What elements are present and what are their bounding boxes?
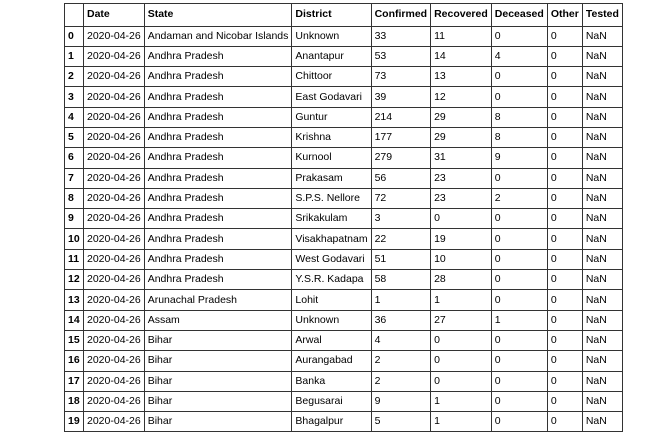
cell-deceased: 0 <box>491 412 547 432</box>
table-row <box>65 188 623 208</box>
column-header-date: Date <box>84 4 145 27</box>
cell-tested: NaN <box>582 188 622 208</box>
cell-date: 2020-04-26 <box>84 46 145 66</box>
cell-tested: NaN <box>582 371 622 391</box>
table-row <box>65 412 623 432</box>
cell-state: Bihar <box>144 391 292 411</box>
cell-confirmed: 53 <box>371 46 431 66</box>
cell-tested: NaN <box>582 351 622 371</box>
cell-recovered: 23 <box>431 188 492 208</box>
cell-district: Visakhapatnam <box>292 229 371 249</box>
cell-district: Lohit <box>292 290 371 310</box>
table-row <box>65 168 623 188</box>
cell-district: Bhagalpur <box>292 412 371 432</box>
cell-date: 2020-04-26 <box>84 209 145 229</box>
cell-tested: NaN <box>582 310 622 330</box>
cell-date: 2020-04-26 <box>84 148 145 168</box>
table-row <box>65 330 623 350</box>
cell-district: Chittoor <box>292 67 371 87</box>
cell-confirmed: 51 <box>371 249 431 269</box>
table-row <box>65 229 623 249</box>
cell-district: Unknown <box>292 26 371 46</box>
cell-date: 2020-04-26 <box>84 310 145 330</box>
cell-state: Bihar <box>144 412 292 432</box>
cell-recovered: 0 <box>431 371 492 391</box>
cell-tested: NaN <box>582 127 622 147</box>
column-header-deceased: Deceased <box>491 4 547 27</box>
cell-recovered: 28 <box>431 270 492 290</box>
cell-tested: NaN <box>582 148 622 168</box>
cell-district: Prakasam <box>292 168 371 188</box>
cell-date: 2020-04-26 <box>84 67 145 87</box>
cell-state: Andhra Pradesh <box>144 46 292 66</box>
cell-tested: NaN <box>582 46 622 66</box>
cell-recovered: 0 <box>431 330 492 350</box>
table-header <box>65 4 623 27</box>
table-row <box>65 148 623 168</box>
cell-date: 2020-04-26 <box>84 229 145 249</box>
cell-tested: NaN <box>582 26 622 46</box>
cell-deceased: 0 <box>491 87 547 107</box>
cell-deceased: 0 <box>491 290 547 310</box>
cell-district: Unknown <box>292 310 371 330</box>
cell-confirmed: 5 <box>371 412 431 432</box>
table-row <box>65 290 623 310</box>
cell-state: Assam <box>144 310 292 330</box>
cell-tested: NaN <box>582 330 622 350</box>
cell-other: 0 <box>547 107 582 127</box>
cell-other: 0 <box>547 188 582 208</box>
table-row <box>65 67 623 87</box>
cell-date: 2020-04-26 <box>84 371 145 391</box>
cell-confirmed: 39 <box>371 87 431 107</box>
cell-recovered: 27 <box>431 310 492 330</box>
row-index: 10 <box>65 229 84 249</box>
cell-district: Arwal <box>292 330 371 350</box>
column-header-recovered: Recovered <box>431 4 492 27</box>
cell-state: Andhra Pradesh <box>144 87 292 107</box>
cell-state: Andhra Pradesh <box>144 107 292 127</box>
cell-recovered: 13 <box>431 67 492 87</box>
cell-confirmed: 1 <box>371 290 431 310</box>
cell-deceased: 8 <box>491 107 547 127</box>
cell-confirmed: 36 <box>371 310 431 330</box>
cell-date: 2020-04-26 <box>84 412 145 432</box>
row-index: 12 <box>65 270 84 290</box>
row-index: 0 <box>65 26 84 46</box>
cell-recovered: 10 <box>431 249 492 269</box>
cell-district: Banka <box>292 371 371 391</box>
cell-state: Andhra Pradesh <box>144 168 292 188</box>
cell-other: 0 <box>547 371 582 391</box>
header-row <box>65 4 623 27</box>
cell-recovered: 23 <box>431 168 492 188</box>
cell-state: Andhra Pradesh <box>144 270 292 290</box>
cell-district: Begusarai <box>292 391 371 411</box>
cell-confirmed: 73 <box>371 67 431 87</box>
cell-district: Y.S.R. Kadapa <box>292 270 371 290</box>
cell-deceased: 1 <box>491 310 547 330</box>
cell-tested: NaN <box>582 107 622 127</box>
cell-tested: NaN <box>582 229 622 249</box>
cell-district: S.P.S. Nellore <box>292 188 371 208</box>
cell-state: Bihar <box>144 371 292 391</box>
cell-state: Arunachal Pradesh <box>144 290 292 310</box>
cell-other: 0 <box>547 310 582 330</box>
cell-recovered: 12 <box>431 87 492 107</box>
cell-tested: NaN <box>582 290 622 310</box>
cell-recovered: 0 <box>431 351 492 371</box>
cell-other: 0 <box>547 391 582 411</box>
cell-confirmed: 279 <box>371 148 431 168</box>
cell-confirmed: 3 <box>371 209 431 229</box>
cell-state: Andaman and Nicobar Islands <box>144 26 292 46</box>
cell-date: 2020-04-26 <box>84 391 145 411</box>
cell-tested: NaN <box>582 209 622 229</box>
column-header-state: State <box>144 4 292 27</box>
row-index: 18 <box>65 391 84 411</box>
cell-confirmed: 58 <box>371 270 431 290</box>
row-index: 11 <box>65 249 84 269</box>
cell-tested: NaN <box>582 412 622 432</box>
cell-date: 2020-04-26 <box>84 330 145 350</box>
cell-district: Srikakulam <box>292 209 371 229</box>
cell-recovered: 19 <box>431 229 492 249</box>
cell-recovered: 0 <box>431 209 492 229</box>
cell-deceased: 0 <box>491 209 547 229</box>
row-index: 1 <box>65 46 84 66</box>
cell-district: West Godavari <box>292 249 371 269</box>
cell-district: Anantapur <box>292 46 371 66</box>
cell-confirmed: 56 <box>371 168 431 188</box>
cell-tested: NaN <box>582 67 622 87</box>
cell-deceased: 0 <box>491 391 547 411</box>
table-row <box>65 46 623 66</box>
cell-deceased: 9 <box>491 148 547 168</box>
cell-confirmed: 22 <box>371 229 431 249</box>
cell-tested: NaN <box>582 87 622 107</box>
cell-district: Kurnool <box>292 148 371 168</box>
column-header-district: District <box>292 4 371 27</box>
cell-tested: NaN <box>582 249 622 269</box>
cell-confirmed: 2 <box>371 351 431 371</box>
cell-date: 2020-04-26 <box>84 351 145 371</box>
table-row <box>65 249 623 269</box>
cell-date: 2020-04-26 <box>84 87 145 107</box>
cell-deceased: 0 <box>491 371 547 391</box>
table-row <box>65 270 623 290</box>
cell-date: 2020-04-26 <box>84 249 145 269</box>
cell-state: Andhra Pradesh <box>144 209 292 229</box>
table-row <box>65 351 623 371</box>
cell-other: 0 <box>547 209 582 229</box>
cell-recovered: 29 <box>431 107 492 127</box>
row-index: 3 <box>65 87 84 107</box>
cell-recovered: 1 <box>431 391 492 411</box>
cell-deceased: 0 <box>491 330 547 350</box>
cell-confirmed: 72 <box>371 188 431 208</box>
row-index: 14 <box>65 310 84 330</box>
table-row <box>65 209 623 229</box>
cell-deceased: 4 <box>491 46 547 66</box>
table-row <box>65 107 623 127</box>
table-body <box>65 26 623 432</box>
cell-date: 2020-04-26 <box>84 168 145 188</box>
cell-state: Bihar <box>144 351 292 371</box>
table-row <box>65 87 623 107</box>
row-index: 8 <box>65 188 84 208</box>
cell-other: 0 <box>547 412 582 432</box>
cell-confirmed: 4 <box>371 330 431 350</box>
cell-district: Guntur <box>292 107 371 127</box>
cell-other: 0 <box>547 26 582 46</box>
cell-other: 0 <box>547 330 582 350</box>
cell-other: 0 <box>547 168 582 188</box>
column-header-index <box>65 4 84 27</box>
cell-state: Bihar <box>144 330 292 350</box>
cell-date: 2020-04-26 <box>84 188 145 208</box>
cell-deceased: 0 <box>491 229 547 249</box>
cell-other: 0 <box>547 148 582 168</box>
cell-deceased: 2 <box>491 188 547 208</box>
row-index: 5 <box>65 127 84 147</box>
table-row <box>65 371 623 391</box>
cell-state: Andhra Pradesh <box>144 148 292 168</box>
row-index: 16 <box>65 351 84 371</box>
cell-confirmed: 9 <box>371 391 431 411</box>
cell-deceased: 0 <box>491 67 547 87</box>
row-index: 4 <box>65 107 84 127</box>
cell-other: 0 <box>547 270 582 290</box>
cell-other: 0 <box>547 67 582 87</box>
cell-state: Andhra Pradesh <box>144 67 292 87</box>
cell-deceased: 0 <box>491 168 547 188</box>
cell-confirmed: 177 <box>371 127 431 147</box>
cell-deceased: 0 <box>491 351 547 371</box>
cell-tested: NaN <box>582 270 622 290</box>
cell-confirmed: 2 <box>371 371 431 391</box>
row-index: 19 <box>65 412 84 432</box>
cell-recovered: 31 <box>431 148 492 168</box>
column-header-tested: Tested <box>582 4 622 27</box>
row-index: 7 <box>65 168 84 188</box>
cell-other: 0 <box>547 351 582 371</box>
cell-date: 2020-04-26 <box>84 290 145 310</box>
row-index: 2 <box>65 67 84 87</box>
cell-state: Andhra Pradesh <box>144 127 292 147</box>
cell-other: 0 <box>547 249 582 269</box>
dataframe-container <box>64 3 623 432</box>
cell-date: 2020-04-26 <box>84 107 145 127</box>
table-row <box>65 26 623 46</box>
cell-tested: NaN <box>582 391 622 411</box>
cell-recovered: 1 <box>431 412 492 432</box>
cell-other: 0 <box>547 290 582 310</box>
cell-deceased: 0 <box>491 26 547 46</box>
cell-deceased: 0 <box>491 270 547 290</box>
row-index: 15 <box>65 330 84 350</box>
column-header-confirmed: Confirmed <box>371 4 431 27</box>
cell-deceased: 8 <box>491 127 547 147</box>
row-index: 6 <box>65 148 84 168</box>
row-index: 13 <box>65 290 84 310</box>
cell-other: 0 <box>547 46 582 66</box>
cell-other: 0 <box>547 87 582 107</box>
cell-recovered: 1 <box>431 290 492 310</box>
cell-other: 0 <box>547 127 582 147</box>
cell-state: Andhra Pradesh <box>144 188 292 208</box>
cell-confirmed: 33 <box>371 26 431 46</box>
column-header-other: Other <box>547 4 582 27</box>
cell-state: Andhra Pradesh <box>144 249 292 269</box>
row-index: 17 <box>65 371 84 391</box>
cell-date: 2020-04-26 <box>84 127 145 147</box>
cell-date: 2020-04-26 <box>84 270 145 290</box>
table-row <box>65 310 623 330</box>
table-row <box>65 127 623 147</box>
cell-state: Andhra Pradesh <box>144 229 292 249</box>
cell-recovered: 14 <box>431 46 492 66</box>
cell-other: 0 <box>547 229 582 249</box>
cell-tested: NaN <box>582 168 622 188</box>
cell-deceased: 0 <box>491 249 547 269</box>
dataframe-table <box>64 3 623 432</box>
table-row <box>65 391 623 411</box>
cell-date: 2020-04-26 <box>84 26 145 46</box>
cell-district: Aurangabad <box>292 351 371 371</box>
cell-district: Krishna <box>292 127 371 147</box>
cell-recovered: 11 <box>431 26 492 46</box>
cell-confirmed: 214 <box>371 107 431 127</box>
cell-recovered: 29 <box>431 127 492 147</box>
cell-district: East Godavari <box>292 87 371 107</box>
row-index: 9 <box>65 209 84 229</box>
